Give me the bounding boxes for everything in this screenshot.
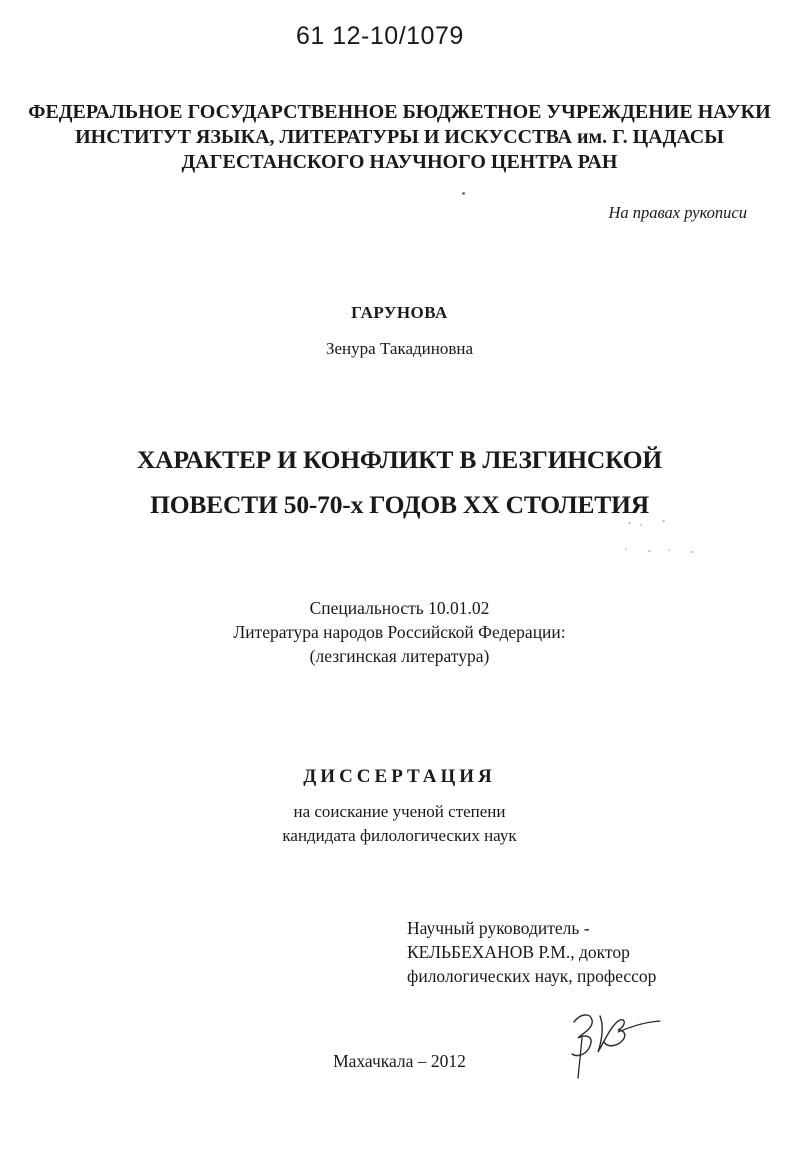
specialty-line-2: Литература народов Российской Федерации: bbox=[233, 622, 566, 642]
dust-dot bbox=[462, 192, 465, 195]
institution-line-3: ДАГЕСТАНСКОГО НАУЧНОГО ЦЕНТРА РАН bbox=[181, 151, 618, 173]
catalog-number: 61 12-10/1079 bbox=[296, 22, 464, 50]
supervisor-block bbox=[407, 916, 656, 988]
manuscript-rights-note: На правах рукописи bbox=[608, 203, 747, 222]
specialty-line-3: (лезгинская литература) bbox=[309, 646, 490, 666]
degree-block bbox=[0, 800, 799, 848]
author-given-names: Зенура Такадиновна bbox=[325, 339, 474, 358]
institution-block bbox=[0, 100, 799, 175]
title-line-2: ПОВЕСТИ 50-70-х ГОДОВ XX СТОЛЕТИЯ bbox=[150, 490, 649, 519]
supervisor-line-1: Научный руководитель - bbox=[407, 918, 590, 938]
degree-line-1: на соискание ученой степени bbox=[293, 802, 506, 821]
title-line-1: ХАРАКТЕР И КОНФЛИКТ В ЛЕЗГИНСКОЙ bbox=[136, 445, 663, 474]
degree-line-2: кандидата филологических наук bbox=[282, 826, 517, 845]
institution-line-2: ИНСТИТУТ ЯЗЫКА, ЛИТЕРАТУРЫ И ИСКУССТВА им. Г. ЦАДАСЫ bbox=[75, 126, 724, 148]
institution-line-1: ФЕДЕРАЛЬНОЕ ГОСУДАРСТВЕННОЕ БЮДЖЕТНОЕ УЧРЕЖДЕНИЕ НАУКИ bbox=[28, 101, 771, 123]
specialty-line-1: Специальность 10.01.02 bbox=[309, 598, 490, 618]
supervisor-line-2: КЕЛЬБЕХАНОВ Р.М., доктор bbox=[407, 942, 630, 962]
dissertation-title bbox=[0, 437, 799, 527]
specialty-block bbox=[0, 596, 799, 668]
city-and-year: Махачкала – 2012 bbox=[333, 1051, 466, 1071]
author-surname: ГАРУНОВА bbox=[351, 303, 448, 322]
supervisor-line-3: филологических наук, профессор bbox=[407, 966, 657, 986]
document-type-heading: ДИССЕРТАЦИЯ bbox=[303, 766, 496, 787]
